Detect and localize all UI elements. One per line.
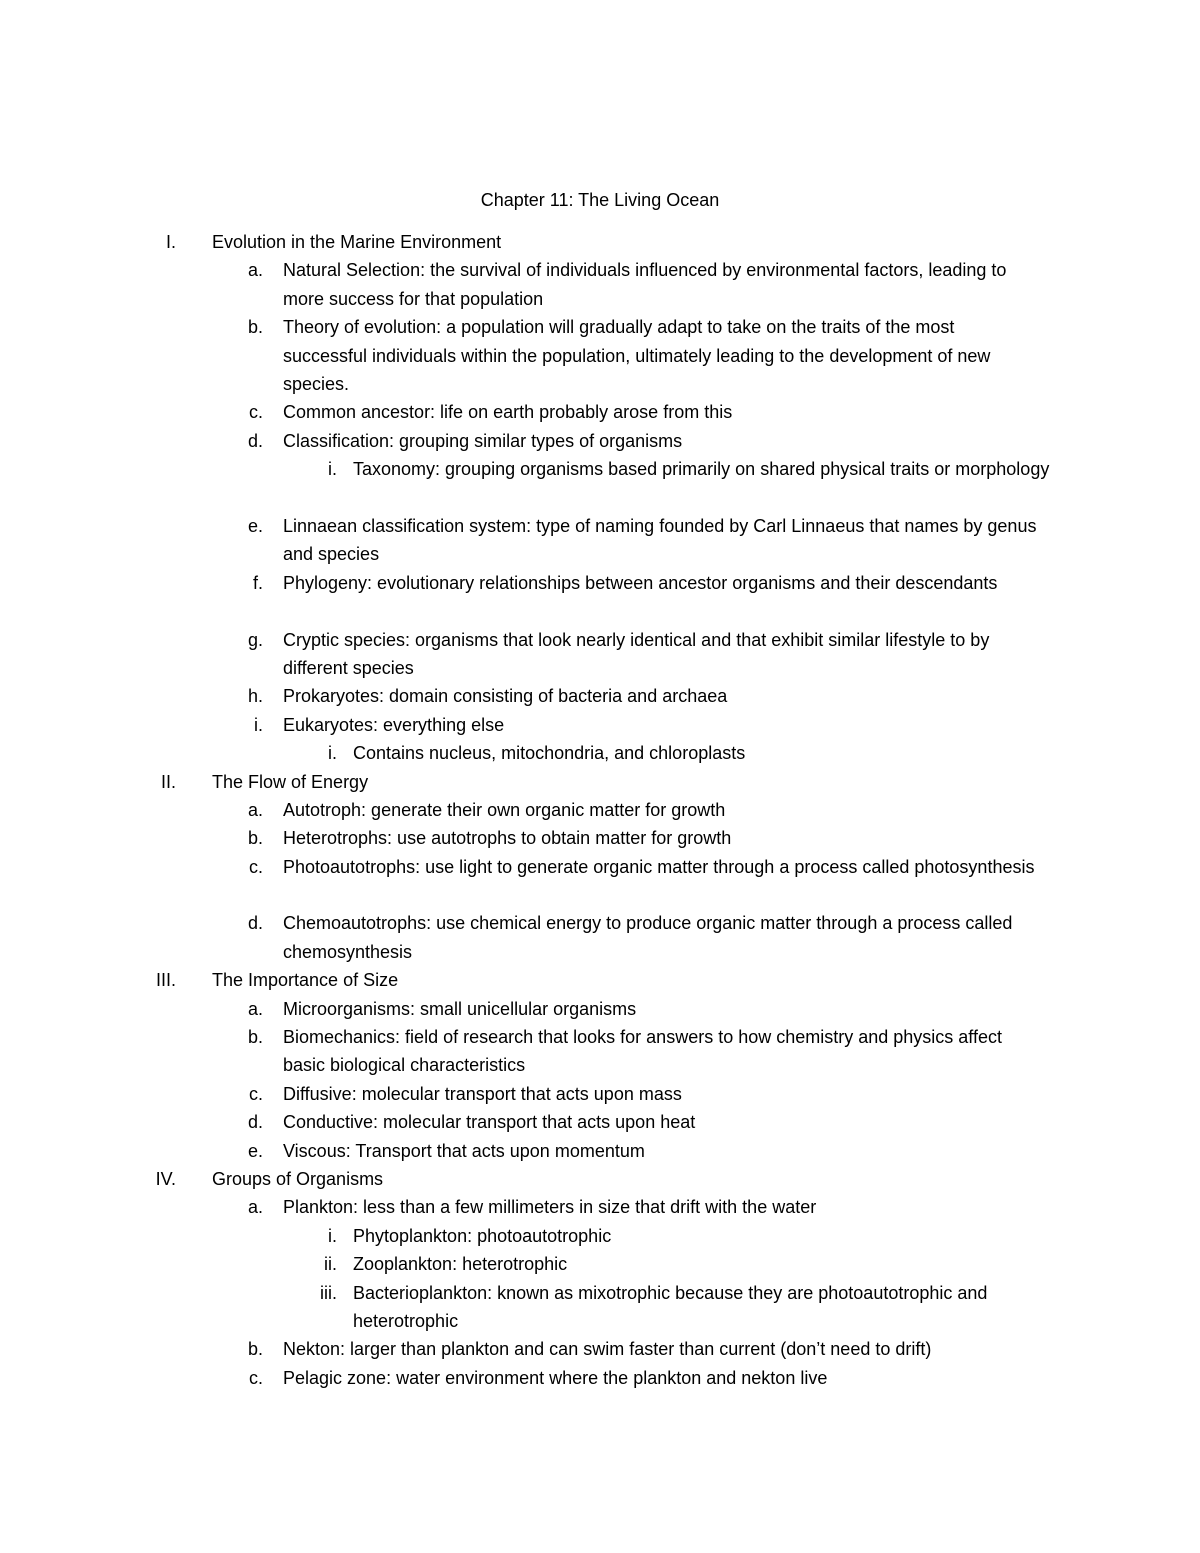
outline-marker: c. [248, 1367, 263, 1388]
outline-marker: d. [247, 1112, 263, 1133]
outline-marker: a. [247, 998, 263, 1019]
outline-text: Taxonomy: grouping organisms based primarily on shared physical traits or morphology [353, 459, 1050, 480]
outline-text: Viscous: Transport that acts upon momentum [283, 1140, 645, 1161]
outline-marker: a. [247, 799, 263, 820]
outline-marker: III. [155, 970, 176, 991]
outline-item-level-2 [0, 711, 1200, 739]
outline-text: Evolution in the Marine Environment [212, 232, 502, 252]
outline-text: Prokaryotes: domain consisting of bacteria and archaea [283, 686, 728, 707]
outline-marker: c. [248, 402, 263, 423]
outline-marker: IV. [155, 1169, 176, 1190]
outline-item-level-3 [0, 1279, 1200, 1336]
outline-item-level-2 [0, 1335, 1200, 1363]
outline-item-level-1 [0, 768, 1200, 796]
outline-marker: e. [247, 515, 263, 536]
outline-item-level-2 [0, 626, 1200, 683]
outline-text: Microorganisms: small unicellular organisms [283, 998, 637, 1019]
outline-marker: e. [247, 1140, 263, 1161]
outline-marker: iii. [320, 1282, 337, 1303]
outline-text: Phytoplankton: photoautotrophic [353, 1225, 612, 1246]
outline-item-level-3 [0, 739, 1200, 767]
outline-item-level-2 [0, 995, 1200, 1023]
outline-text: Nekton: larger than plankton and can swim faster than current (don’t need to drift) [283, 1339, 932, 1360]
outline-text: Common ancestor: life on earth probably arose from this [283, 402, 733, 423]
outline-item-level-3 [0, 1250, 1200, 1278]
outline-item-level-2 [0, 853, 1200, 910]
outline-text: Pelagic zone: water environment where the plankton and nekton live [283, 1367, 828, 1388]
outline-marker: f. [252, 572, 263, 593]
outline-marker: i. [328, 1225, 337, 1246]
outline-item-level-2 [0, 1080, 1200, 1108]
outline-text: Eukaryotes: everything else [283, 714, 505, 735]
outline-marker: a. [247, 1197, 263, 1218]
outline-marker: II. [160, 771, 176, 792]
outline-marker: i. [254, 714, 263, 735]
outline-marker: i. [328, 459, 337, 480]
outline-item-level-2 [0, 909, 1200, 966]
outline-item-level-1 [0, 1165, 1200, 1193]
outline-text: Bacterioplankton: known as mixotrophic because they are photoautotrophic and heterotrophic [353, 1282, 988, 1331]
outline-item-level-2 [0, 824, 1200, 852]
outline-marker: b. [247, 1339, 263, 1360]
outline-item-level-2 [0, 256, 1200, 313]
outline-item-level-2 [0, 512, 1200, 569]
outline-text: Plankton: less than a few millimeters in size that drift with the water [283, 1197, 817, 1218]
outline-item-level-3 [0, 1222, 1200, 1250]
outline-marker: b. [247, 317, 263, 338]
outline-text: Zooplankton: heterotrophic [353, 1254, 568, 1275]
outline-list [0, 228, 1200, 1392]
outline-marker: d. [247, 430, 263, 451]
outline-marker: d. [247, 913, 263, 934]
outline-text: Conductive: molecular transport that acts upon heat [283, 1112, 696, 1133]
outline-text: The Flow of Energy [212, 771, 369, 792]
outline-marker: ii. [324, 1254, 337, 1275]
outline-marker: I. [165, 232, 176, 252]
outline-text: Chemoautotrophs: use chemical energy to produce organic matter through a process called chemosynthesis [283, 913, 1013, 962]
outline-text: Theory of evolution: a population will gradually adapt to take on the traits of the most successful individuals within the population, ultimately leading to the development of new species. [283, 317, 991, 394]
outline-text: Autotroph: generate their own organic matter for growth [283, 799, 726, 820]
outline-item-level-2 [0, 682, 1200, 710]
outline-marker: c. [248, 856, 263, 877]
outline-text: Diffusive: molecular transport that acts upon mass [283, 1083, 682, 1104]
outline-item-level-2 [0, 1108, 1200, 1136]
outline-text: The Importance of Size [212, 970, 399, 991]
outline-text: Contains nucleus, mitochondria, and chloroplasts [353, 743, 746, 764]
outline-text: Phylogeny: evolutionary relationships between ancestor organisms and their descendants [283, 572, 998, 593]
outline-item-level-2 [0, 313, 1200, 398]
outline-item-level-2 [0, 1023, 1200, 1080]
document-title: Chapter 11: The Living Ocean [480, 190, 720, 210]
outline-text: Natural Selection: the survival of individuals influenced by environmental factors, leading to more success for that population [283, 260, 1007, 309]
outline-item-level-2 [0, 1193, 1200, 1221]
outline-text: Cryptic species: organisms that look nearly identical and that exhibit similar lifestyle to by different species [283, 629, 990, 678]
outline-marker: c. [248, 1083, 263, 1104]
outline-item-level-1 [0, 228, 1200, 256]
outline-marker: h. [247, 686, 263, 707]
outline-item-level-2 [0, 1364, 1200, 1392]
outline-marker: i. [328, 743, 337, 764]
outline-item-level-2 [0, 398, 1200, 426]
outline-marker: g. [247, 629, 263, 650]
outline-item-level-2 [0, 569, 1200, 626]
outline-text: Groups of Organisms [212, 1169, 384, 1190]
outline-text: Classification: grouping similar types of organisms [283, 430, 683, 451]
outline-text: Linnaean classification system: type of naming founded by Carl Linnaeus that names by genus and species [283, 515, 1037, 565]
outline-item-level-3 [0, 455, 1200, 512]
outline-marker: b. [247, 828, 263, 849]
outline-text: Heterotrophs: use autotrophs to obtain matter for growth [283, 828, 732, 849]
outline-marker: a. [247, 260, 263, 281]
outline-item-level-2 [0, 1137, 1200, 1165]
outline-item-level-2 [0, 796, 1200, 824]
outline-marker: b. [247, 1027, 263, 1048]
outline-item-level-2 [0, 427, 1200, 455]
outline-item-level-1 [0, 966, 1200, 994]
outline-text: Photoautotrophs: use light to generate organic matter through a process called photosynthesis [283, 856, 1035, 877]
outline-text: Biomechanics: field of research that looks for answers to how chemistry and physics affect basic biological characteristics [283, 1027, 1002, 1076]
